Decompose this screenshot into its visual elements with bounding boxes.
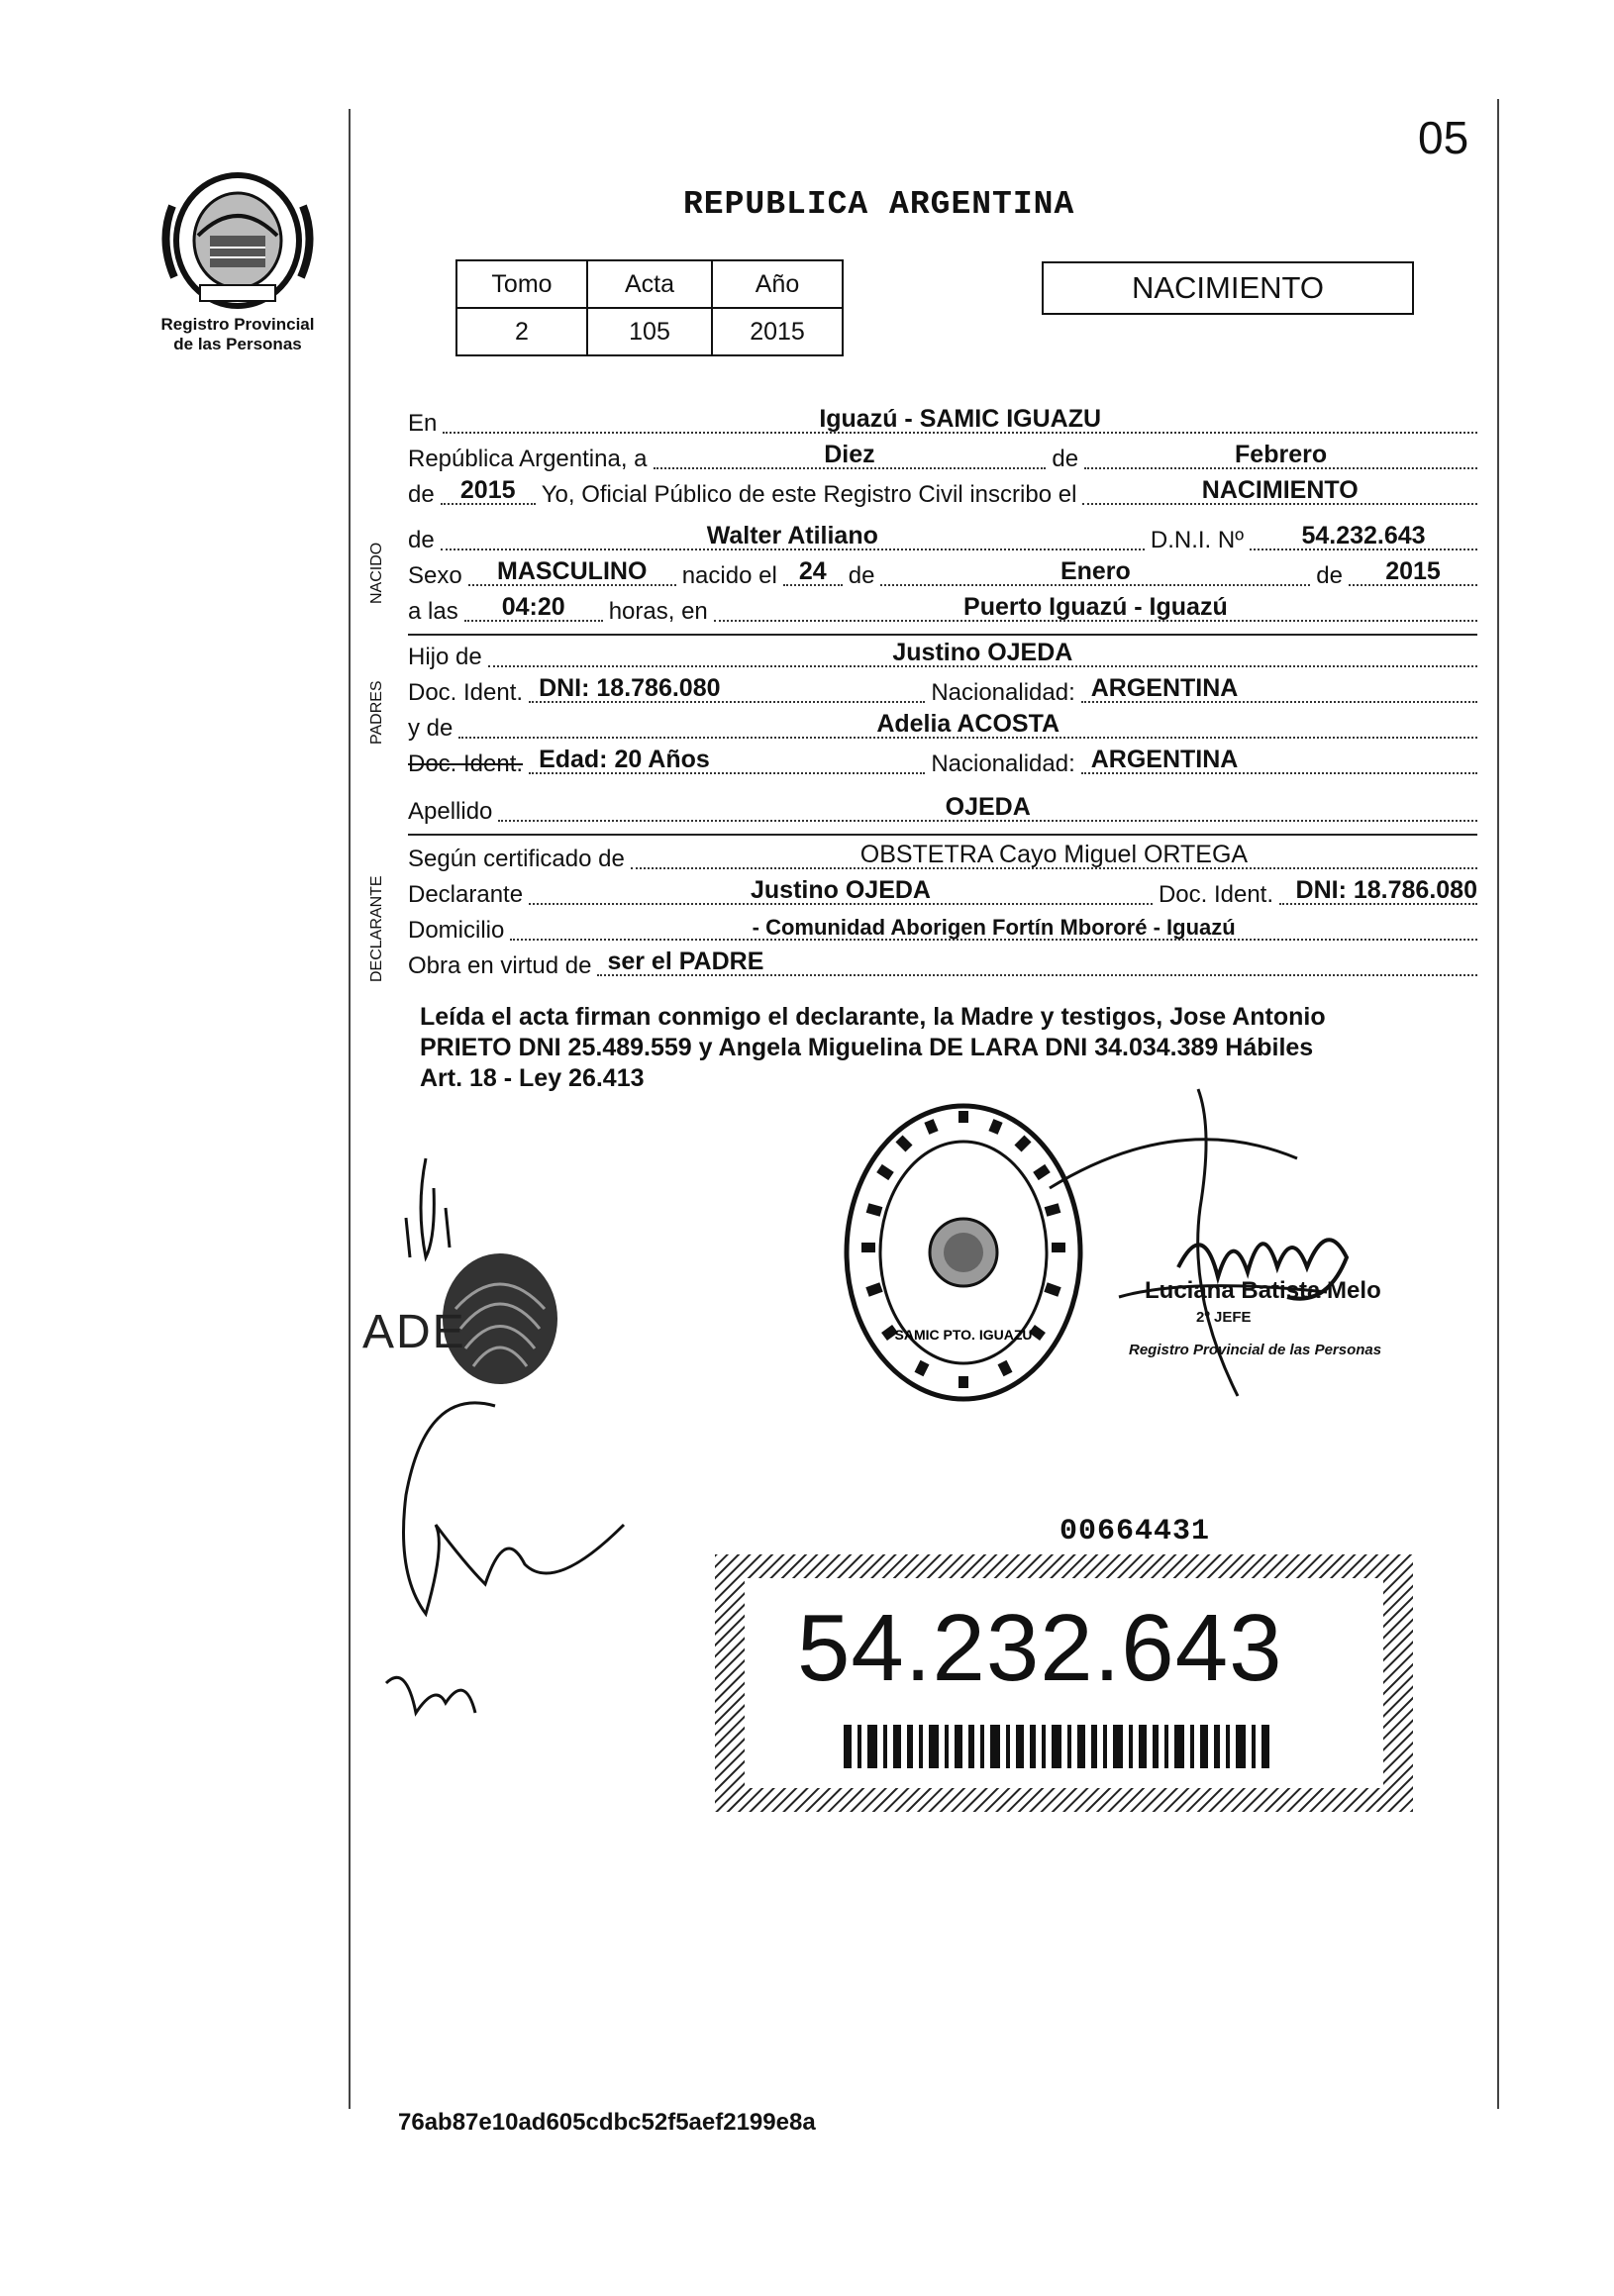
row-declarante — [408, 877, 1477, 911]
sexo-label: Sexo — [408, 562, 462, 589]
row-hora — [408, 594, 1477, 628]
declarante-section-label: DECLARANTE — [368, 875, 385, 982]
birth-month: Enero — [1059, 557, 1131, 585]
declarante-doc: DNI: 18.786.080 — [1295, 876, 1477, 904]
sticker-dni-number: 54.232.643 — [797, 1595, 1283, 1701]
domicilio-value: - Comunidad Aborigen Fortín Mbororé - Iguazú — [752, 915, 1236, 940]
month-value: Febrero — [1235, 441, 1328, 468]
cert-label: Según certificado de — [408, 846, 625, 872]
nacido-section-label: NACIDO — [368, 542, 385, 604]
domicilio-label: Domicilio — [408, 917, 505, 944]
document-title: REPUBLICA ARGENTINA — [683, 186, 1075, 223]
tomo-header: Tomo — [456, 260, 587, 308]
padres-section-label: PADRES — [368, 680, 385, 745]
dni-label: D.N.I. Nº — [1150, 527, 1244, 553]
logo-caption: Registro Provincial de las Personas — [160, 315, 315, 353]
left-margin-line — [349, 109, 351, 2109]
de-label-2: de — [848, 562, 875, 589]
signer-name: Luciana Batista Melo — [1145, 1277, 1381, 1304]
province-seal-logo — [158, 166, 317, 315]
doc-label-2: Doc. Ident. — [408, 750, 524, 777]
row-inscribo — [408, 477, 1477, 511]
birth-place: Puerto Iguazú - Iguazú — [963, 593, 1228, 621]
document-hash: 76ab87e10ad605cdbc52f5aef2199e8a — [398, 2109, 816, 2136]
year-value: 2015 — [459, 476, 516, 504]
de-label: de — [408, 527, 435, 553]
row-hijo — [408, 640, 1477, 673]
closing-statement: Leída el acta firman conmigo el declarante, la Madre y testigos, Jose Antonio PRIETO DNI 25.489.559 y Angela Miguelina DE LARA DNI 34.034.389 Hábiles Art. 18 - Ley 26.413 — [420, 1003, 1326, 1092]
nacionalidad-label-2: Nacionalidad: — [931, 750, 1075, 777]
tomo-value: 2 — [456, 308, 587, 355]
sexo-value: MASCULINO — [497, 557, 648, 585]
row-cert — [408, 842, 1477, 875]
section-divider — [408, 834, 1477, 836]
father-doc: DNI: 18.786.080 — [539, 674, 721, 702]
row-mother — [408, 711, 1477, 745]
stamp-inner-text: SAMIC PTO. IGUAZU — [894, 1327, 1033, 1343]
yde-label: y de — [408, 715, 454, 742]
de-label-3: de — [1316, 562, 1343, 589]
cert-value: OBSTETRA Cayo Miguel ORTEGA — [859, 841, 1249, 868]
doc-label: Doc. Ident. — [408, 679, 524, 706]
page-number: 05 — [1418, 112, 1469, 163]
obra-label: Obra en virtud de — [408, 952, 592, 979]
republica-label: República Argentina, a — [408, 446, 648, 472]
declarante-value: Justino OJEDA — [751, 876, 931, 904]
en-label: En — [408, 410, 438, 437]
apellido-label: Apellido — [408, 798, 493, 825]
de-label: de — [408, 481, 435, 508]
birth-day: 24 — [798, 557, 827, 585]
witness-signatures — [366, 1148, 663, 1772]
serial-number: 00664431 — [1059, 1515, 1211, 1548]
father-name: Justino OJEDA — [892, 639, 1073, 666]
row-father-doc — [408, 675, 1477, 709]
hijo-label: Hijo de — [408, 644, 482, 670]
row-apellido — [408, 794, 1477, 828]
section-divider — [408, 634, 1477, 636]
row-mother-doc — [408, 747, 1477, 780]
declarante-label: Declarante — [408, 881, 524, 908]
child-dni: 54.232.643 — [1301, 522, 1426, 549]
mother-nationality: ARGENTINA — [1090, 746, 1239, 773]
signer-organization: Registro Provincial de las Personas — [1129, 1342, 1382, 1358]
anio-value: 2015 — [712, 308, 843, 355]
row-en — [408, 406, 1477, 440]
row-nacido-name — [408, 523, 1477, 556]
signer-role: 2º JEFE — [1196, 1309, 1252, 1326]
apellido-value: OJEDA — [945, 793, 1031, 821]
nacionalidad-label: Nacionalidad: — [931, 679, 1075, 706]
father-nationality: ARGENTINA — [1090, 674, 1239, 702]
alas-label: a las — [408, 598, 458, 625]
obra-value: ser el PADRE — [607, 948, 764, 975]
row-sexo — [408, 558, 1477, 592]
child-name: Walter Atiliano — [706, 522, 878, 549]
acta-header: Acta — [587, 260, 712, 308]
mother-doc: Edad: 20 Años — [539, 746, 710, 773]
record-type-box: NACIMIENTO — [1042, 261, 1414, 315]
row-obra — [408, 948, 1477, 982]
birth-time: 04:20 — [501, 593, 565, 621]
anio-header: Año — [712, 260, 843, 308]
horas-label: horas, en — [608, 598, 708, 625]
doc-label-3: Doc. Ident. — [1158, 881, 1273, 908]
day-value: Diez — [824, 441, 875, 468]
tomo-acta-table — [455, 259, 844, 356]
de-label: de — [1052, 446, 1079, 472]
official-signature — [1030, 1069, 1406, 1416]
row-domicilio — [408, 913, 1477, 947]
inscribo-text: Yo, Oficial Público de este Registro Civil inscribo el — [541, 481, 1077, 508]
inscribo-value: NACIMIENTO — [1201, 476, 1359, 504]
nacido-label: nacido el — [681, 562, 777, 589]
acta-value: 105 — [587, 308, 712, 355]
birth-year: 2015 — [1385, 557, 1441, 585]
mother-name: Adelia ACOSTA — [876, 710, 1060, 738]
row-republica — [408, 442, 1477, 475]
witness-mark-text: ADE — [362, 1306, 466, 1358]
right-margin-line — [1497, 99, 1499, 2109]
en-value: Iguazú - SAMIC IGUAZU — [819, 405, 1102, 433]
